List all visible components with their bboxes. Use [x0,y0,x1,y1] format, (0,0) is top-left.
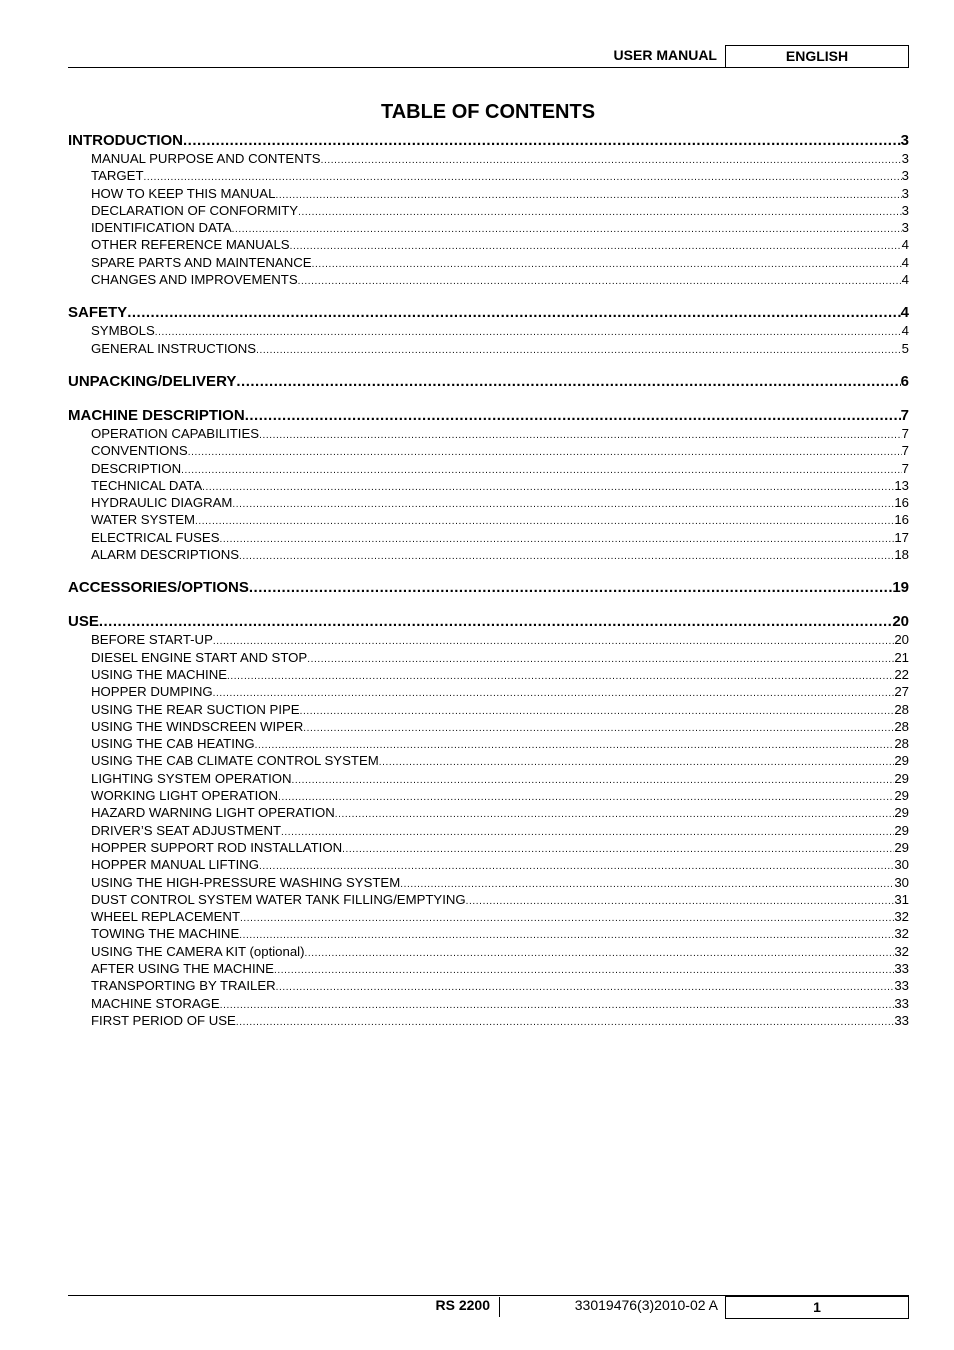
toc-section-heading[interactable] [68,304,909,322]
dot-leader [307,649,894,666]
toc-entry-label: TOWING THE MACHINE [91,926,240,942]
toc-entry-page: 3 [901,168,909,184]
dot-leader [232,219,902,236]
toc-entry[interactable] [68,925,909,942]
dot-leader [239,546,894,563]
toc-entry-page: 27 [894,684,909,700]
toc-entry-label: BEFORE START-UP [91,632,213,648]
toc-entry-label: DESCRIPTION [91,460,182,476]
toc-entry-label: TECHNICAL DATA [91,477,203,493]
toc-entry-label: WHEEL REPLACEMENT [91,909,240,925]
toc-entry-page: 5 [901,340,909,356]
toc-section-heading[interactable] [68,407,909,425]
page-footer [68,1295,909,1318]
toc-entry-page: 30 [894,874,909,890]
toc-entry-page: 4 [901,323,909,339]
toc-section-heading-label: ACCESSORIES/OPTIONS [68,579,249,597]
toc-section-heading[interactable] [68,373,909,391]
toc-entry-page: 33 [894,978,909,994]
toc-entry-page: 3 [901,185,909,201]
toc-entry[interactable] [68,442,909,459]
toc-entry-label: LIGHTING SYSTEM OPERATION [91,770,292,786]
toc-section-heading-page: 19 [892,579,909,597]
header-rule [68,67,909,68]
toc-entry-page: 32 [894,926,909,942]
toc-entry[interactable] [68,1012,909,1029]
footer-model: RS 2200 [435,1297,490,1313]
footer-doc-code: 33019476(3)2010-02 A [574,1297,718,1313]
toc-entry-label: ELECTRICAL FUSES [91,529,220,545]
toc-entry-label: AFTER USING THE MACHINE [91,960,274,976]
toc-entry-page: 29 [894,805,909,821]
dot-leader [202,477,894,494]
toc-section [68,579,909,597]
dot-leader [312,254,902,271]
dot-leader [127,304,900,322]
toc-entry[interactable] [68,735,909,752]
dot-leader [281,822,894,839]
dot-leader [239,925,894,942]
toc-entry-page: 28 [894,718,909,734]
toc-section-heading-page: 7 [900,406,909,424]
header-label: USER MANUAL [613,47,717,63]
dot-leader [305,943,895,960]
dot-leader [379,752,895,769]
toc-entry-page: 3 [901,220,909,236]
toc-entry-label: DUST CONTROL SYSTEM WATER TANK FILLING/EMPTYING [91,891,466,907]
toc-entry[interactable] [68,977,909,994]
toc-entry[interactable] [68,150,909,167]
toc-entry-page: 20 [894,632,909,648]
toc-entry[interactable] [68,787,909,804]
toc-entry[interactable] [68,460,909,477]
toc-entry[interactable] [68,202,909,219]
toc-entry-label: USING THE MACHINE [91,666,228,682]
dot-leader [232,494,894,511]
dot-leader [155,322,902,339]
toc-entry[interactable] [68,271,909,288]
toc-entry-label: CHANGES AND IMPROVEMENTS [91,272,298,288]
toc-entry-page: 3 [901,151,909,166]
page-title: TABLE OF CONTENTS [380,101,596,123]
dot-leader [321,150,902,167]
dot-leader [240,908,894,925]
toc-entry-label: IDENTIFICATION DATA [91,220,232,236]
toc-entry-label: HOPPER DUMPING [91,684,213,700]
toc-entry[interactable] [68,752,909,769]
dot-leader [227,666,894,683]
toc-entry[interactable] [68,822,909,839]
toc-entry-label: GENERAL INSTRUCTIONS [91,340,257,356]
toc-entry-label: USING THE REAR SUCTION PIPE [91,701,300,717]
toc-entry-label: TRANSPORTING BY TRAILER [91,978,276,994]
toc-entry-page: 7 [901,443,909,459]
dot-leader [181,460,902,477]
toc-entry-label: HOW TO KEEP THIS MANUAL [91,185,276,201]
toc-entry[interactable] [68,718,909,735]
toc-entry[interactable] [68,340,909,357]
toc-entry-page: 13 [894,477,909,493]
toc-entry-label: HOPPER MANUAL LIFTING [91,857,260,873]
dot-leader [290,236,902,253]
header-language-box: ENGLISH [725,45,909,68]
dot-leader [195,511,894,528]
toc-section-heading-page: 6 [900,372,909,390]
toc-section-heading[interactable] [68,579,909,597]
dot-leader [236,1012,894,1029]
dot-leader [292,770,895,787]
toc-entry-page: 33 [894,995,909,1011]
toc-entry-label: USING THE CAB HEATING [91,736,255,752]
dot-leader [220,995,895,1012]
dot-leader [213,683,895,700]
dot-leader [298,202,902,219]
toc-entry-label: USING THE WINDSCREEN WIPER [91,718,304,734]
toc-entry-label: OPERATION CAPABILITIES [91,425,260,441]
footer-page-number: 1 [725,1296,909,1319]
toc-entry[interactable] [68,219,909,236]
dot-leader [245,407,901,425]
toc-section [68,304,909,357]
toc-entry-page: 3 [901,202,909,218]
toc-entry-page: 4 [901,272,909,288]
page-header [68,45,909,68]
toc-entry[interactable] [68,529,909,546]
dot-leader [335,804,895,821]
toc-entry-page: 33 [894,960,909,976]
dot-leader [466,891,895,908]
toc-entry-label: CONVENTIONS [91,443,188,459]
footer-separator [499,1297,500,1317]
dot-leader [400,874,894,891]
toc-entry-page: 16 [894,495,909,511]
toc-entry-page: 18 [894,547,909,563]
toc-entry-label: MACHINE STORAGE [91,995,220,1011]
dot-leader [183,132,901,150]
toc-entry[interactable] [68,770,909,787]
toc-entry[interactable] [68,236,909,253]
toc-entry[interactable] [68,943,909,960]
toc-entry-page: 33 [894,1012,909,1028]
toc-entry-page: 7 [901,425,909,441]
toc-entry-label: WORKING LIGHT OPERATION [91,788,279,804]
toc-entry[interactable] [68,425,909,442]
toc-section-heading-label: UNPACKING/DELIVERY [68,372,237,390]
toc-entry-page: 29 [894,770,909,786]
dot-leader [249,579,892,597]
toc-entry[interactable] [68,960,909,977]
toc-section [68,407,909,563]
toc-entry[interactable] [68,254,909,271]
toc-entry-label: HYDRAULIC DIAGRAM [91,495,233,511]
dot-leader [342,839,894,856]
toc-entry-label: WATER SYSTEM [91,512,196,528]
dot-leader [144,167,902,184]
toc-entry[interactable] [68,839,909,856]
toc-section-heading-label: MACHINE DESCRIPTION [68,406,245,424]
toc-section-heading-page: 20 [892,613,909,631]
dot-leader [278,787,894,804]
toc-entry-label: FIRST PERIOD OF USE [91,1012,236,1028]
toc-entry[interactable] [68,701,909,718]
toc-entry-page: 29 [894,788,909,804]
toc-section-heading-label: INTRODUCTION [68,132,183,149]
toc-entry[interactable] [68,856,909,873]
toc-entry-page: 22 [894,666,909,682]
toc-entry[interactable] [68,546,909,563]
toc-entry[interactable] [68,511,909,528]
toc-entry-label: OTHER REFERENCE MANUALS [91,237,290,253]
toc-entry[interactable] [68,995,909,1012]
dot-leader [275,185,901,202]
dot-leader [255,735,895,752]
toc-section-heading-label: SAFETY [68,304,128,322]
toc-entry-page: 32 [894,909,909,925]
toc-entry[interactable] [68,494,909,511]
toc-entry-page: 4 [901,237,909,253]
toc-entry-page: 4 [901,254,909,270]
toc-section-heading-page: 4 [900,304,909,322]
toc-entry[interactable] [68,477,909,494]
toc-entry-label: HOPPER SUPPORT ROD INSTALLATION [91,839,343,855]
toc-entry-page: 28 [894,701,909,717]
toc-section-heading[interactable] [68,132,909,150]
toc-entry-page: 21 [894,649,909,665]
toc-entry[interactable] [68,185,909,202]
toc-section [68,132,909,288]
toc-entry-label: ALARM DESCRIPTIONS [91,547,240,563]
toc-entry-label: SPARE PARTS AND MAINTENANCE [91,254,312,270]
dot-leader [274,960,894,977]
dot-leader [298,271,902,288]
toc-entry-page: 31 [894,891,909,907]
dot-leader [300,701,895,718]
toc-section-heading-page: 3 [900,132,909,149]
toc-entry-label: HAZARD WARNING LIGHT OPERATION [91,805,335,821]
dot-leader [256,340,902,357]
toc-entry-page: 30 [894,857,909,873]
dot-leader [220,529,895,546]
toc-entry[interactable] [68,874,909,891]
toc-entry-page: 17 [894,529,909,545]
toc-entry[interactable] [68,322,909,339]
dot-leader [99,613,892,631]
toc-entry-label: DRIVER’S SEAT ADJUSTMENT [91,822,282,838]
toc-entry-label: USING THE CAB CLIMATE CONTROL SYSTEM [91,753,379,769]
dot-leader [276,977,895,994]
toc-entry-label: DECLARATION OF CONFORMITY [91,202,299,218]
dot-leader [303,718,894,735]
toc-entry[interactable] [68,167,909,184]
toc-entry-label: SYMBOLS [91,323,155,339]
toc-entry-label: DIESEL ENGINE START AND STOP [91,649,308,665]
toc-entry-label: USING THE CAMERA KIT (optional) [91,943,305,959]
toc-entry[interactable] [68,891,909,908]
toc-section [68,373,909,391]
dot-leader [236,373,900,391]
toc-entry-page: 16 [894,512,909,528]
toc-entry-page: 32 [894,943,909,959]
toc-entry-page: 29 [894,753,909,769]
toc-entry-page: 7 [901,460,909,476]
toc-entry[interactable] [68,631,909,648]
toc-entry-label: USING THE HIGH-PRESSURE WASHING SYSTEM [91,874,401,890]
table-of-contents [68,132,909,1045]
toc-entry[interactable] [68,804,909,821]
dot-leader [213,631,894,648]
toc-entry[interactable] [68,683,909,700]
toc-entry[interactable] [68,666,909,683]
toc-section-heading-label: USE [68,613,99,631]
toc-entry[interactable] [68,908,909,925]
toc-entry[interactable] [68,649,909,666]
toc-entry-page: 29 [894,822,909,838]
toc-entry-label: TARGET [91,168,144,184]
toc-section-heading[interactable] [68,613,909,631]
toc-entry-page: 28 [894,736,909,752]
dot-leader [259,856,894,873]
dot-leader [188,442,902,459]
toc-entry-page: 29 [894,839,909,855]
dot-leader [259,425,902,442]
toc-section [68,613,909,1029]
toc-entry-label: MANUAL PURPOSE AND CONTENTS [91,151,321,166]
